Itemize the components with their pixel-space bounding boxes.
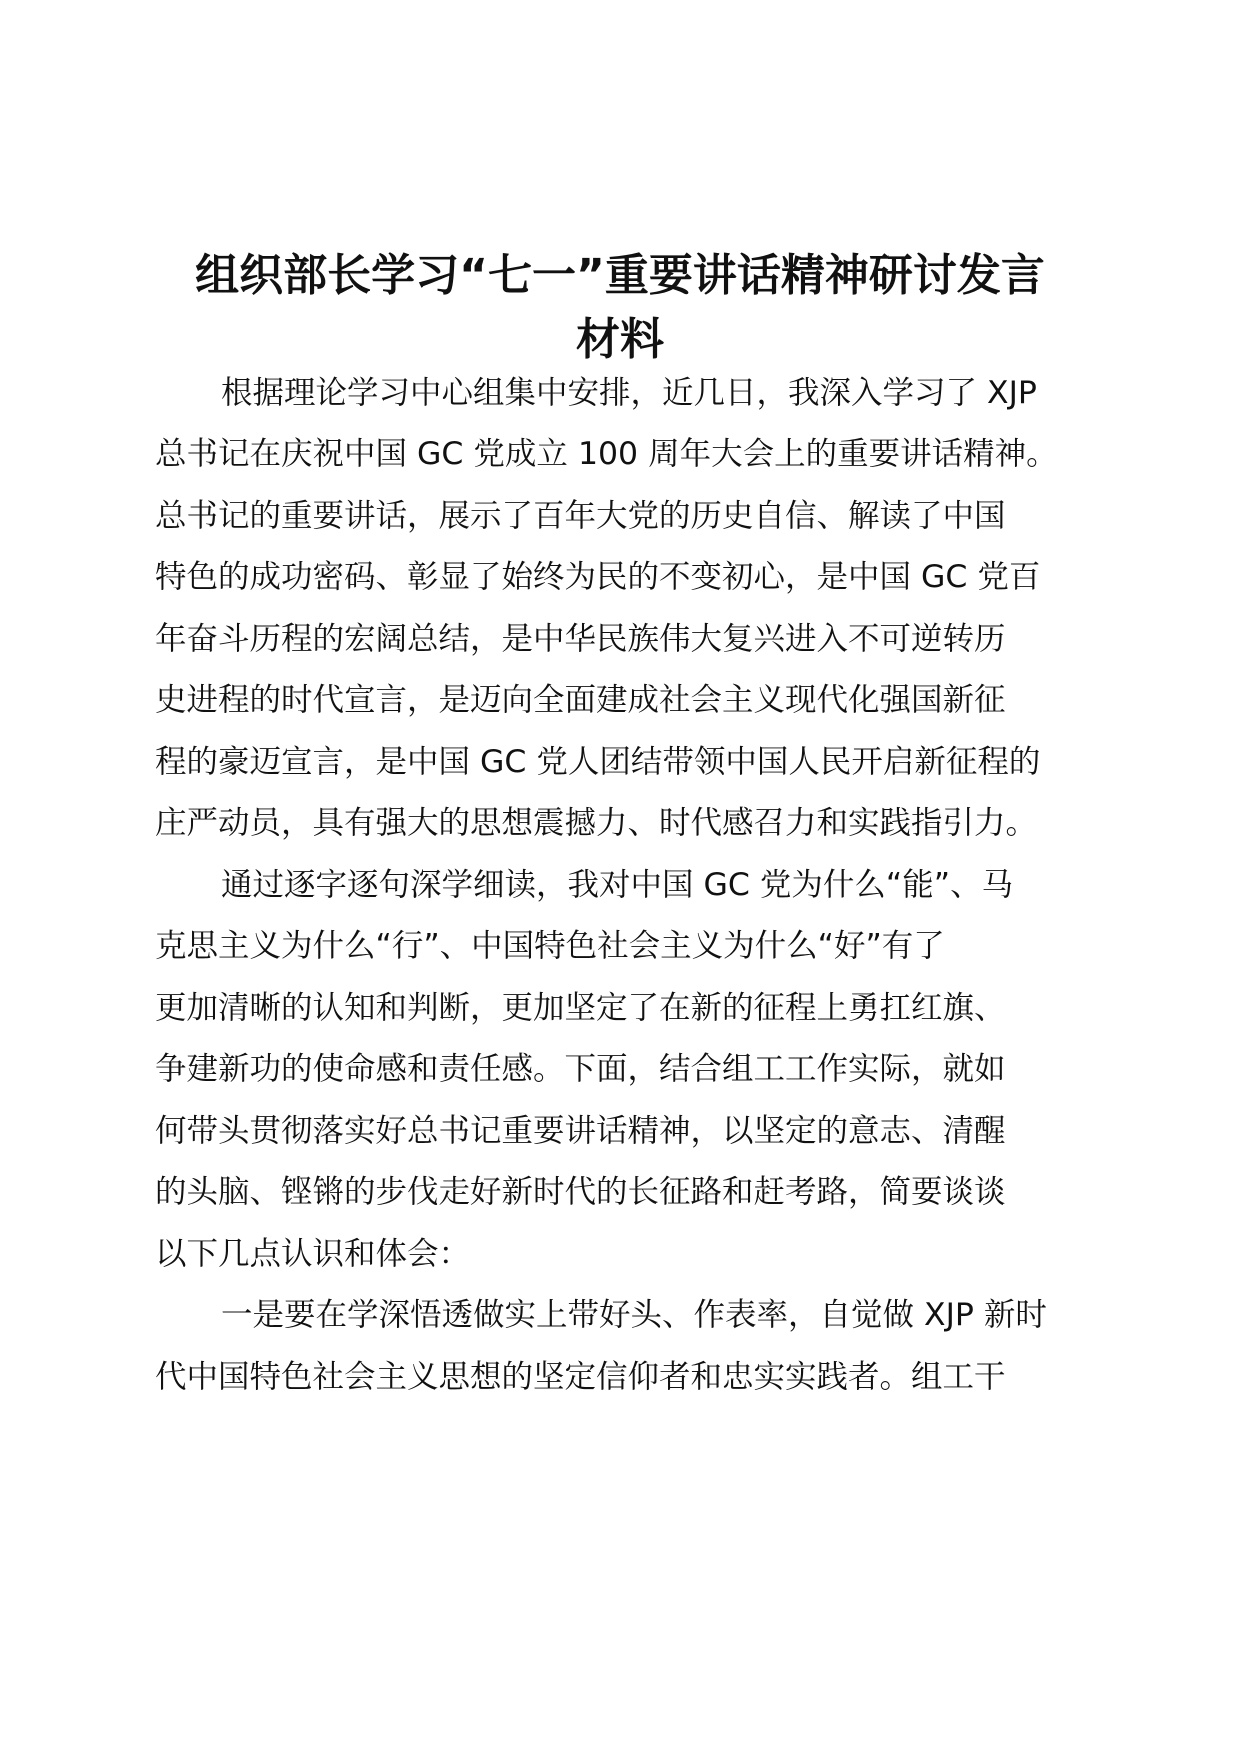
paragraph-2-line-5: 何带头贯彻落实好总书记重要讲话精神，以坚定的意志、清醒 xyxy=(155,1113,1006,1149)
paragraph-1-line-7: 程的豪迈宣言，是中国 GC 党人团结带领中国人民开启新征程的 xyxy=(155,744,1041,780)
paragraph-1-line-2: 总书记在庆祝中国 GC 党成立 100 周年大会上的重要讲话精神。 xyxy=(155,436,1058,472)
paragraph-1-line-6: 史进程的时代宣言，是迈向全面建成社会主义现代化强国新征 xyxy=(155,682,1006,718)
paragraph-2-line-6: 的头脑、铿锵的步伐走好新时代的长征路和赶考路，简要谈谈 xyxy=(155,1174,1006,1210)
paragraph-3-line-1: 一是要在学深悟透做实上带好头、作表率，自觉做 XJP 新时 xyxy=(221,1297,1047,1333)
paragraph-3-line-2: 代中国特色社会主义思想的坚定信仰者和忠实实践者。组工干 xyxy=(155,1359,1006,1395)
paragraph-2-line-3: 更加清晰的认知和判断，更加坚定了在新的征程上勇扛红旗、 xyxy=(155,990,1006,1026)
paragraph-1-line-4: 特色的成功密码、彰显了始终为民的不变初心，是中国 GC 党百 xyxy=(155,559,1041,595)
document-title-line-1: 组织部长学习“七一”重要讲话精神研讨发言 xyxy=(195,250,1045,301)
paragraph-1-line-3: 总书记的重要讲话，展示了百年大党的历史自信、解读了中国 xyxy=(155,498,1006,534)
paragraph-2-line-1: 通过逐字逐句深学细读，我对中国 GC 党为什么“能”、马 xyxy=(221,867,1014,903)
paragraph-1-line-5: 年奋斗历程的宏阔总结，是中华民族伟大复兴进入不可逆转历 xyxy=(155,621,1006,657)
paragraph-2-line-7: 以下几点认识和体会： xyxy=(155,1236,471,1272)
paragraph-1-line-8: 庄严动员，具有强大的思想震撼力、时代感召力和实践指引力。 xyxy=(155,805,1038,841)
paragraph-1-line-1: 根据理论学习中心组集中安排，近几日，我深入学习了 XJP xyxy=(221,375,1037,411)
paragraph-2-line-2: 克思主义为什么“行”、中国特色社会主义为什么“好”有了 xyxy=(155,928,945,964)
paragraph-2-line-4: 争建新功的使命感和责任感。下面，结合组工工作实际，就如 xyxy=(155,1051,1006,1087)
document-title-line-2: 材料 xyxy=(576,314,664,365)
